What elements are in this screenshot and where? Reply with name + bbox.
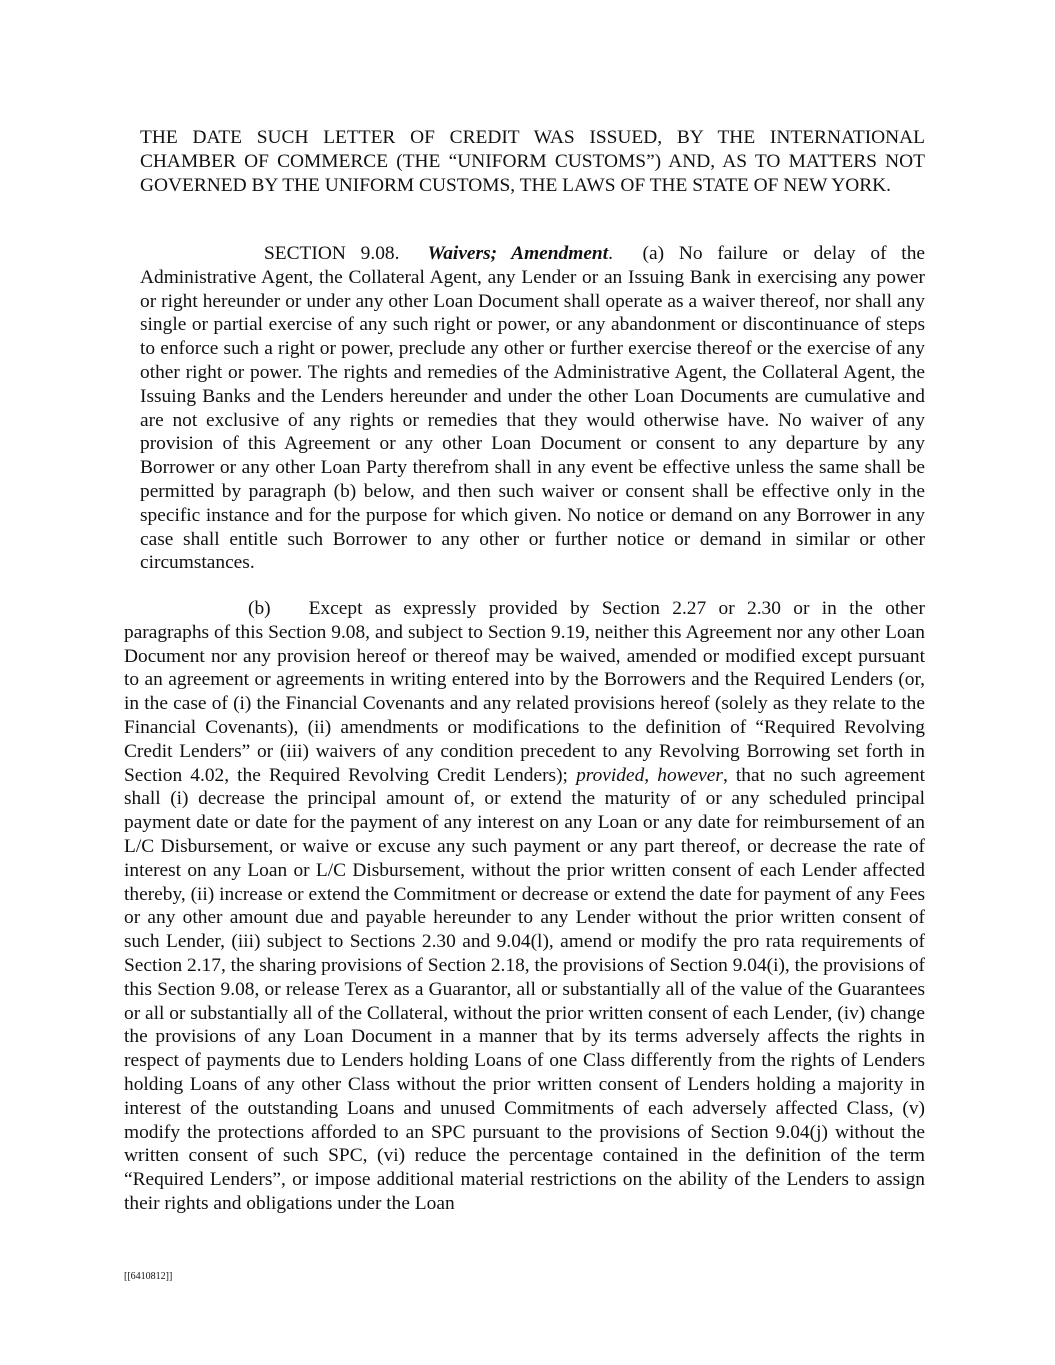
section-number: SECTION 9.08. (264, 243, 400, 264)
paragraph-b-label: (b) (248, 598, 271, 619)
paragraph-b-text-part1: Except as expressly provided by Section 2.27 or 2.30 or in the other paragraphs of this Section 9.08, and subject to Section 9.19, neither this Agreement nor any other Loan Document nor any provision hereof or thereof may be waived, amended or modified except pursuant to an agreement or agreements in writing entered into by the Borrowers and the Required Lenders (or, in the case of (i) the Financial Covenants and any related provisions hereof (solely as they relate to the Financial Covenants), (ii) amendments or modifications to the definition of “Required Revolving Credit Lenders” or (iii) waivers of any condition precedent to any Revolving Borrowing set forth in Section 4.02, the Required Revolving Credit Lenders); (124, 598, 925, 786)
paragraph-b (124, 597, 925, 1216)
section-paragraph-a (140, 242, 925, 575)
provided-italic: provided (576, 764, 645, 786)
section-heading-period: . (608, 243, 613, 264)
provided-comma: , (644, 764, 658, 786)
section-heading: Waivers; Amendment (427, 243, 609, 264)
caps-paragraph-text: THE DATE SUCH LETTER OF CREDIT WAS ISSUED, BY THE INTERNATIONAL CHAMBER OF COMMERCE (THE “UNIFORM CUSTOMS”) AND, AS TO MATTERS NOT GOVERNED BY THE UNIFORM CUSTOMS, THE LAWS OF THE STATE OF NEW YORK. (140, 127, 925, 196)
paragraph-b-text-part2: , that no such agreement shall (i) decrease the principal amount of, or extend the maturity of or any scheduled principal payment date or date for the payment of any interest on any Loan or any date for reimbursement of an L/C Disbursement, or waive or excuse any such payment or any part thereof, or decrease the rate of interest on any Loan or L/C Disbursement, without the prior written consent of each Lender affected thereby, (ii) increase or extend the Commitment or decrease or extend the date for payment of any Fees or any other amount due and payable hereunder to any Lender without the prior written consent of such Lender, (iii) subject to Sections 2.30 and 9.04(l), amend or modify the pro rata requirements of Section 2.17, the sharing provisions of Section 2.18, the provisions of Section 9.04(i), the provisions of this Section 9.08, or release Terex as a Guarantor, all or substantially all of the value of the Guarantees or all or substantially all of the Collateral, without the prior written consent of each Lender, (iv) change the provisions of any Loan Document in a manner that by its terms adversely affects the rights in respect of payments due to Lenders holding Loans of one Class differently from the rights of Lenders holding Loans of any other Class without the prior written consent of Lenders holding a majority in interest of the outstanding Loans and unused Commitments of each adversely affected Class, (v) modify the protections afforded to an SPC pursuant to the provisions of Section 9.04(j) without the written consent of such SPC, (vi) reduce the percentage contained in the definition of the term “Required Lenders”, or impose additional material restrictions on the ability of the Lenders to assign their rights and obligations under the Loan (124, 764, 925, 1214)
document-id-footer: [[6410812]] (124, 1271, 173, 1282)
however-italic: however (657, 764, 723, 786)
section-9-08 (140, 242, 925, 575)
paragraph-a-text: (a) No failure or delay of the Administrative Agent, the Collateral Agent, any Lender or an Issuing Bank in exercising any power or right hereunder or under any other Loan Document shall operate as a waiver thereof, nor shall any single or partial exercise of any such right or power, or any abandonment or discontinuance of steps to enforce such a right or power, preclude any other or further exercise thereof or the exercise of any other right or power. The rights and remedies of the Administrative Agent, the Collateral Agent, the Issuing Banks and the Lenders hereunder and under the other Loan Documents are cumulative and are not exclusive of any rights or remedies that they would otherwise have. No waiver of any provision of this Agreement or any other Loan Document or consent to any departure by any Borrower or any other Loan Party therefrom shall in any event be effective unless the same shall be permitted by paragraph (b) below, and then such waiver or consent shall be effective only in the specific instance and for the purpose for which given. No notice or demand on any Borrower in any case shall entitle such Borrower to any other or further notice or demand in similar or other circumstances. (140, 243, 925, 574)
governing-law-paragraph (140, 126, 925, 197)
paragraph-b-body (124, 597, 925, 1216)
